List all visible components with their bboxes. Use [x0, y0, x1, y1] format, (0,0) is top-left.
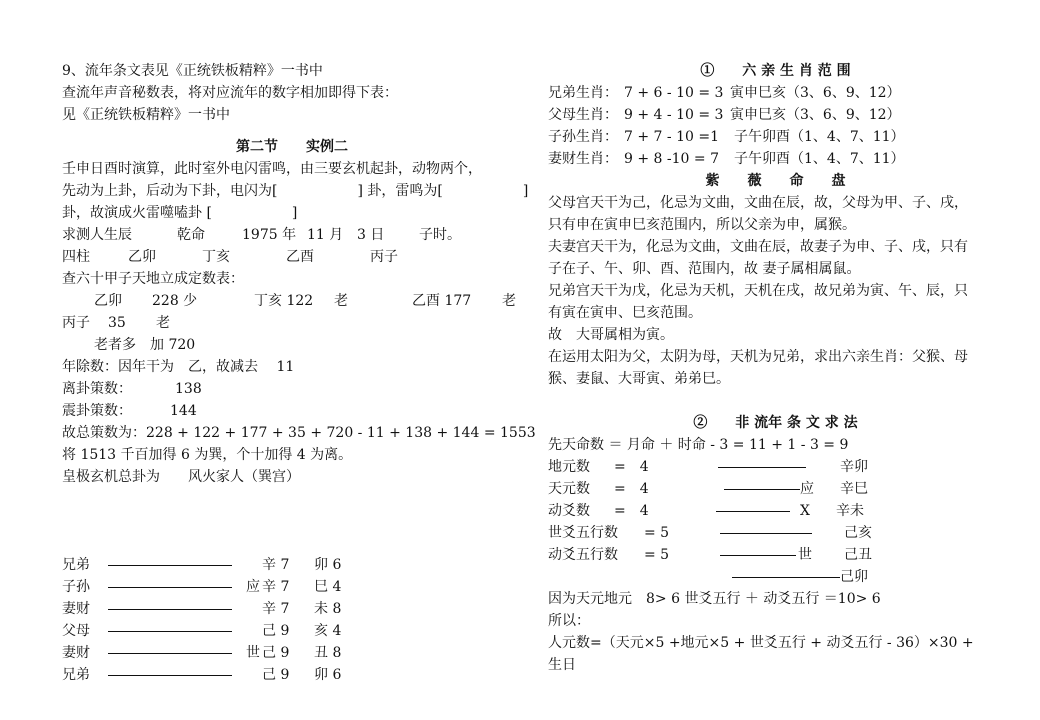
text-line: 先天命数 ＝ 月命 ＋ 时命 - 3 = 11 + 1 - 3 = 9 [548, 437, 849, 453]
text-line: 兄弟宫天干为戊，化忌为天机，天机在戌，故兄弟为寅、午、辰，只 [548, 283, 968, 299]
cell: 1975 年 [242, 227, 297, 243]
yang-line [108, 631, 232, 632]
number-row [548, 566, 1003, 588]
cell: 乙卯 [94, 293, 122, 309]
yang-line [108, 653, 232, 654]
numbers-line [62, 290, 522, 312]
text-line: 夫妻宫天干为，化忌为文曲，文曲在辰，故妻子为申、子、戌，只有 [548, 239, 968, 255]
text-line: 所以： [548, 613, 590, 629]
yao-line [62, 642, 522, 664]
cell: 138 [175, 381, 202, 397]
left-column [62, 60, 536, 686]
pillars-line [62, 246, 522, 268]
text-line: 故 大哥属相为寅。 [548, 327, 674, 343]
yao-stem: 己 9 [262, 623, 290, 639]
cell: 寅申巳亥（3、6、9、12） [730, 85, 901, 101]
yang-line [108, 587, 232, 588]
text-line: 查六十甲子天地立成定数表： [62, 271, 244, 287]
section-heading: ② 非 流年 条 文 求 法 [693, 415, 858, 431]
row-value: = 4 [614, 459, 649, 475]
cell: 228 少 [152, 293, 198, 309]
row-label: 动爻五行数 [548, 547, 618, 563]
row-value: = 5 [644, 547, 670, 563]
text-line [62, 180, 529, 202]
row-name: 辛卯 [840, 459, 868, 475]
cell: 寅申巳亥（3、6、9、12） [730, 107, 901, 123]
number-row [548, 544, 1003, 566]
cell: 子午卯酉（1、4、7、11） [734, 129, 905, 145]
cell: 老 [334, 293, 348, 309]
yang-line [716, 511, 790, 512]
yao-branch: 卯 6 [314, 557, 342, 573]
cell: 3 日 [357, 227, 385, 243]
cell: 丁亥 122 [254, 293, 314, 309]
text-line: 因为天元地元 8> 6 世爻五行 ＋ 动爻五行 ＝10> 6 [548, 591, 881, 607]
text-line: 有寅在寅申、巳亥范围。 [548, 305, 702, 321]
text-span: ] [291, 205, 298, 221]
cell: 7 + 7 - 10 =1 [624, 129, 719, 145]
text-line: 壬申日酉时演算，此时室外电闪雷鸣，由三要玄机起卦，动物两个， [62, 161, 482, 177]
cell: 丙子 [370, 249, 398, 265]
cell: 11 月 [307, 227, 344, 243]
zodiac-line [548, 82, 1003, 104]
cell: 求测人生辰 [62, 227, 132, 243]
row-value: = 4 [614, 503, 649, 519]
text-line: 老者多 加 720 [94, 337, 196, 353]
yao-relation: 妻财 [62, 645, 90, 661]
yao-line [62, 664, 522, 686]
yang-line [724, 489, 800, 490]
text-line: 父母宫天干为己，化忌为文曲，文曲在辰，故，父母为甲、子、戌， [548, 195, 968, 211]
cell: 子午卯酉（1、4、7、11） [734, 151, 905, 167]
numbers-line [62, 312, 522, 334]
row-name: 辛未 [836, 503, 864, 519]
cell: 乙酉 [286, 249, 314, 265]
yao-branch: 丑 8 [314, 645, 342, 661]
number-row [548, 456, 1003, 478]
number-row [548, 522, 1003, 544]
row-label: 天元数 [548, 481, 590, 497]
yao-stem: 辛 7 [262, 557, 290, 573]
text-line: 年除数：因年干为 乙，故减去 11 [62, 359, 295, 375]
yao-branch: 未 8 [314, 601, 342, 617]
yang-line [108, 565, 232, 566]
yao-stem: 己 9 [262, 667, 290, 683]
yao-branch: 巳 4 [314, 579, 342, 595]
yang-line [720, 555, 796, 556]
yao-line [62, 620, 522, 642]
yao-line [62, 598, 522, 620]
cell: 9 + 4 - 10 = 3 [624, 107, 724, 123]
section-heading: 紫 薇 命 盘 [705, 173, 846, 189]
cell: 乙卯 [128, 249, 156, 265]
text-line: 在运用太阳为父，太阴为母，天机为兄弟，求出六亲生肖：父猴、母 [548, 349, 968, 365]
yao-relation: 子孙 [62, 579, 90, 595]
cell: 丙子 [62, 315, 90, 331]
row-name: 己丑 [844, 547, 872, 563]
cell: 震卦策数： [62, 403, 132, 419]
text-span: 先动为上卦，后动为下卦，电闪为[ [62, 183, 278, 199]
row-label: 地元数 [548, 459, 590, 475]
li-line [62, 378, 522, 400]
row-name: 辛巳 [840, 481, 868, 497]
row-mark: 应 [800, 481, 814, 497]
zhen-line [62, 400, 522, 422]
zodiac-line [548, 126, 1003, 148]
text-line: 猴、妻鼠、大哥寅、弟弟巳。 [548, 371, 730, 387]
row-name: 己卯 [840, 569, 868, 585]
cell: 子时。 [419, 227, 461, 243]
cell: 父母生肖： [548, 107, 618, 123]
cell: 7 + 6 - 10 = 3 [624, 85, 724, 101]
yao-relation: 父母 [62, 623, 90, 639]
section-title: 第二节 实例二 [236, 139, 348, 155]
number-row [548, 500, 1003, 522]
yao-branch: 卯 6 [314, 667, 342, 683]
row-label: 世爻五行数 [548, 525, 618, 541]
yang-line [732, 577, 840, 578]
cell: 老 [502, 293, 516, 309]
cell: 9 + 8 -10 = 7 [624, 151, 719, 167]
yao-mark: 应 [246, 579, 260, 595]
cell: 四柱 [62, 249, 90, 265]
yao-relation: 兄弟 [62, 557, 90, 573]
text-line: 见《正统铁板精粹》一书中 [62, 107, 230, 123]
cell: 兄弟生肖： [548, 85, 618, 101]
yang-line [108, 675, 232, 676]
text-line: 将 1513 千百加得 6 为巽，个十加得 4 为离。 [62, 447, 353, 463]
cell: 离卦策数： [62, 381, 132, 397]
text-line: 子在子、午、卯、酉、范围内，故 妻子属相属鼠。 [548, 261, 861, 277]
cell: 144 [170, 403, 197, 419]
number-row [548, 478, 1003, 500]
text-line: 生日 [548, 657, 576, 673]
yao-mark: 世 [246, 645, 260, 661]
yao-relation: 妻财 [62, 601, 90, 617]
text-span: ] [522, 183, 529, 199]
row-mark: 世 [798, 547, 812, 563]
text-line: 人元数=（天元×5 +地元×5 + 世爻五行 + 动爻五行 - 36）×30 + [548, 635, 974, 651]
cell: 子孙生肖： [548, 129, 618, 145]
row-label: 动爻数 [548, 503, 590, 519]
text-line: 查流年声音秘数表，将对应流年的数字相加即得下表： [62, 85, 398, 101]
row-mark: X [800, 503, 810, 519]
text-line: 只有申在寅申巳亥范围内，所以父亲为申，属猴。 [548, 217, 856, 233]
yao-branch: 亥 4 [314, 623, 342, 639]
yao-line [62, 554, 522, 576]
row-value: = 4 [614, 481, 649, 497]
yao-line [62, 576, 522, 598]
yang-line [720, 533, 812, 534]
text-span: 卦，故演成火雷噬嗑卦 [ [62, 205, 212, 221]
cell: 乙酉 177 [412, 293, 472, 309]
yao-stem: 辛 7 [262, 601, 290, 617]
zodiac-line [548, 148, 1003, 170]
text-span: ] 卦，雷鸣为[ [357, 183, 443, 199]
yao-relation: 兄弟 [62, 667, 90, 683]
cell: 35 [108, 315, 126, 331]
text-line: 故总策数为：228 + 122 + 177 + 35 + 720 - 11 + 138 + 144 = 1553 [62, 425, 536, 441]
yang-line [718, 467, 806, 468]
yao-stem: 己 9 [262, 645, 290, 661]
yang-line [108, 609, 232, 610]
row-value: = 5 [644, 525, 670, 541]
text-line: 9、流年条文表见《正统铁板精粹》一书中 [62, 63, 323, 79]
text-line: 皇极玄机总卦为 风火家人（巽宫） [62, 469, 300, 485]
zodiac-line [548, 104, 1003, 126]
yao-stem: 辛 7 [262, 579, 290, 595]
right-column [548, 60, 1003, 676]
cell: 乾命 [177, 227, 205, 243]
row-name: 己亥 [844, 525, 872, 541]
text-line [62, 202, 522, 224]
section-heading: ① 六 亲 生 肖 范 围 [700, 63, 851, 79]
cell: 老 [156, 315, 170, 331]
birth-line [62, 224, 522, 246]
cell: 丁亥 [202, 249, 230, 265]
cell: 妻财生肖： [548, 151, 618, 167]
